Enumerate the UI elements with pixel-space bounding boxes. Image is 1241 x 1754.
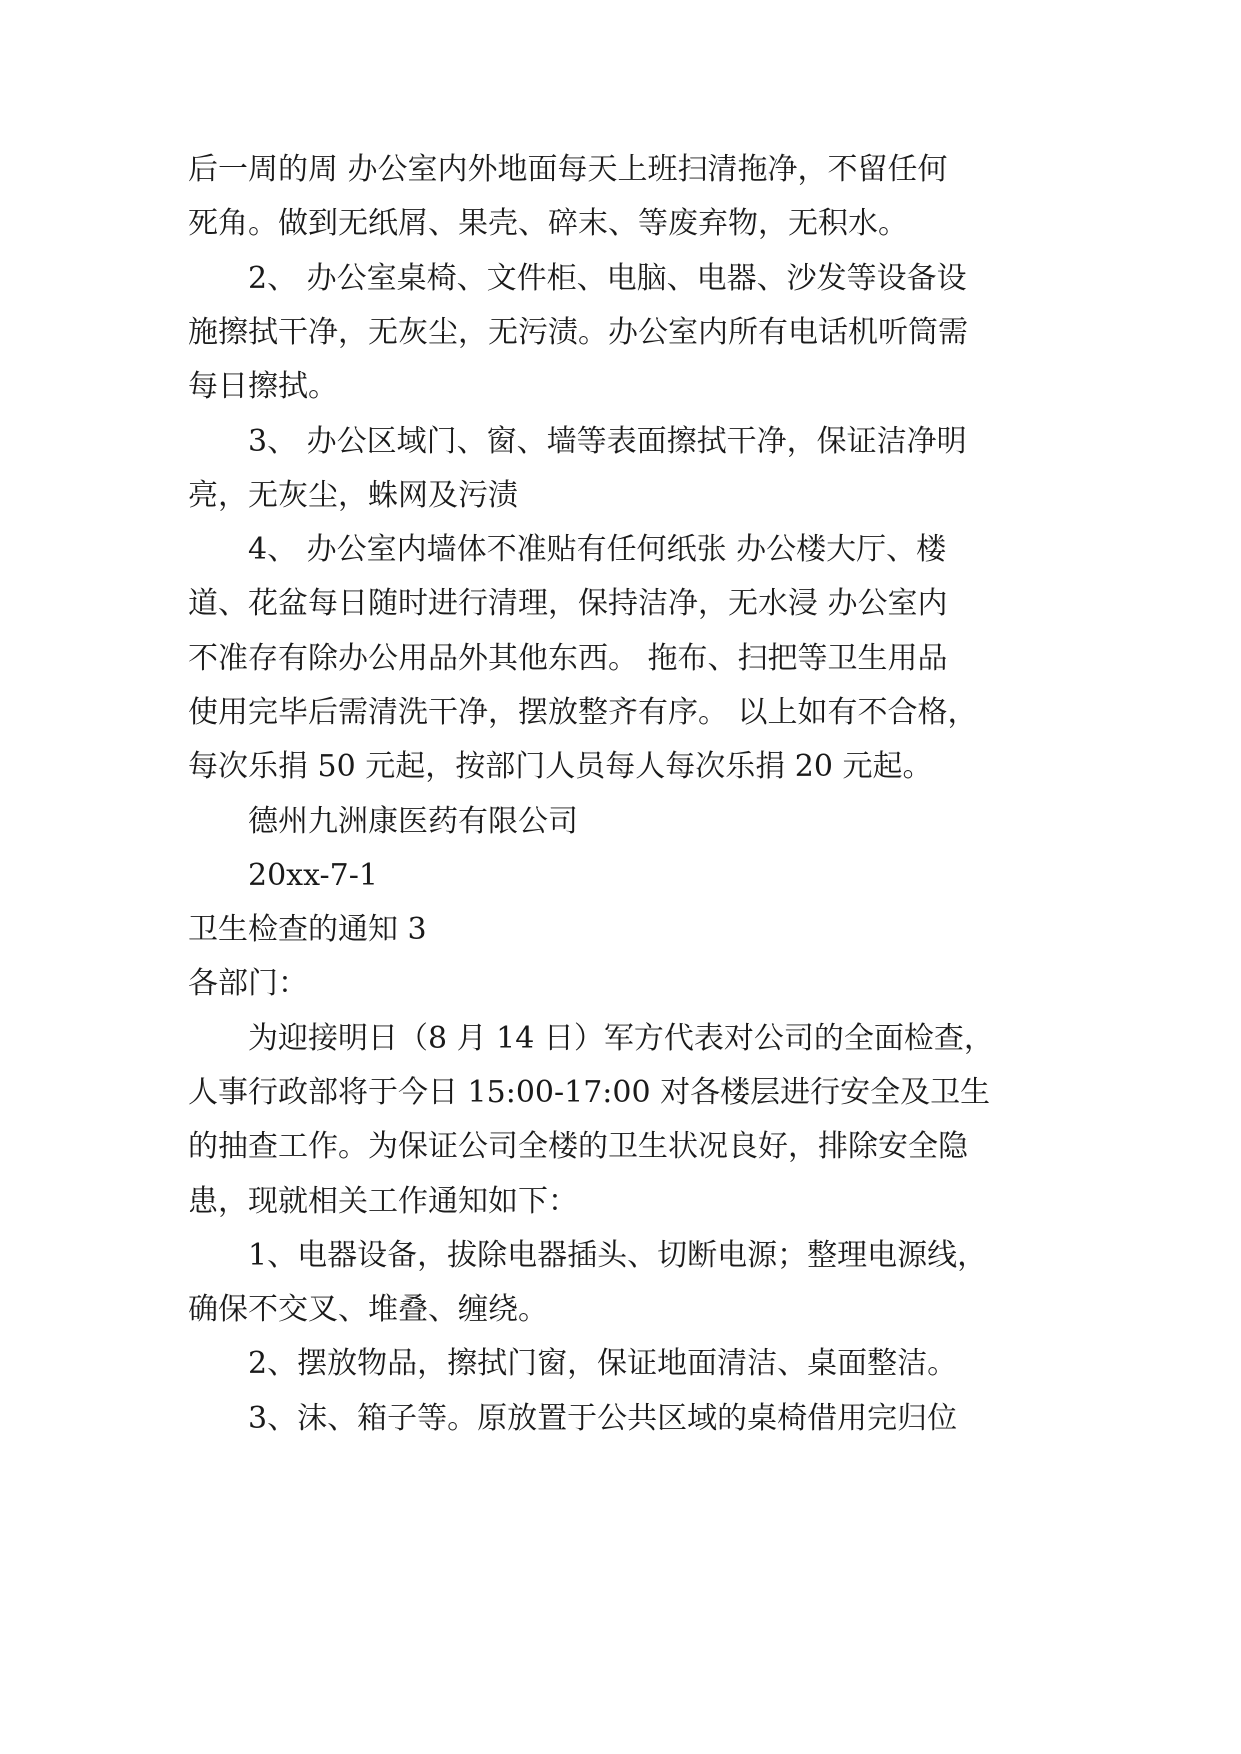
- list-item-line: 3、 办公区域门、窗、墙等表面擦拭干净，保证洁净明: [248, 424, 967, 459]
- list-item-line: 1、电器设备，拔除电器插头、切断电源；整理电源线，: [248, 1238, 988, 1273]
- body-text-line: 死角。做到无纸屑、果壳、碎末、等废弃物，无积水。: [188, 206, 908, 241]
- list-item-line: 3、沫、箱子等。原放置于公共区域的桌椅借用完归位: [248, 1401, 958, 1436]
- body-text-line: 后一周的周 办公室内外地面每天上班扫清拖净，不留任何: [188, 152, 948, 187]
- list-item-line: 4、 办公室内墙体不准贴有任何纸张 办公楼大厅、楼: [248, 532, 947, 567]
- body-text-line: 为迎接明日（8 月 14 日）军方代表对公司的全面检查，: [248, 1021, 994, 1056]
- body-text-line: 每日擦拭。: [188, 369, 338, 404]
- body-text-line: 道、花盆每日随时进行清理，保持洁净，无水浸 办公室内: [188, 586, 948, 621]
- body-text-line: 确保不交叉、堆叠、缠绕。: [188, 1292, 548, 1327]
- body-text-line: 不准存有除办公用品外其他东西。 拖布、扫把等卫生用品: [188, 641, 948, 676]
- notice-title: 卫生检查的通知 3: [188, 912, 427, 947]
- salutation: 各部门：: [188, 966, 308, 1001]
- signature-date: 20xx-7-1: [248, 858, 378, 893]
- body-text-line: 施擦拭干净，无灰尘，无污渍。办公室内所有电话机听筒需: [188, 315, 968, 350]
- company-signature: 德州九洲康医药有限公司: [248, 804, 578, 839]
- list-item-line: 2、 办公室桌椅、文件柜、电脑、电器、沙发等设备设: [248, 261, 967, 296]
- body-text-line: 人事行政部将于今日 15:00-17:00 对各楼层进行安全及卫生: [188, 1075, 991, 1110]
- body-text-line: 患，现就相关工作通知如下：: [188, 1184, 578, 1219]
- list-item-line: 2、摆放物品，擦拭门窗，保证地面清洁、桌面整洁。: [248, 1346, 958, 1381]
- body-text-line: 亮，无灰尘，蛛网及污渍: [188, 478, 518, 513]
- body-text-line: 每次乐捐 50 元起，按部门人员每人每次乐捐 20 元起。: [188, 749, 933, 784]
- body-text-line: 使用完毕后需清洗干净，摆放整齐有序。 以上如有不合格，: [188, 695, 978, 730]
- body-text-line: 的抽查工作。为保证公司全楼的卫生状况良好，排除安全隐: [188, 1129, 968, 1164]
